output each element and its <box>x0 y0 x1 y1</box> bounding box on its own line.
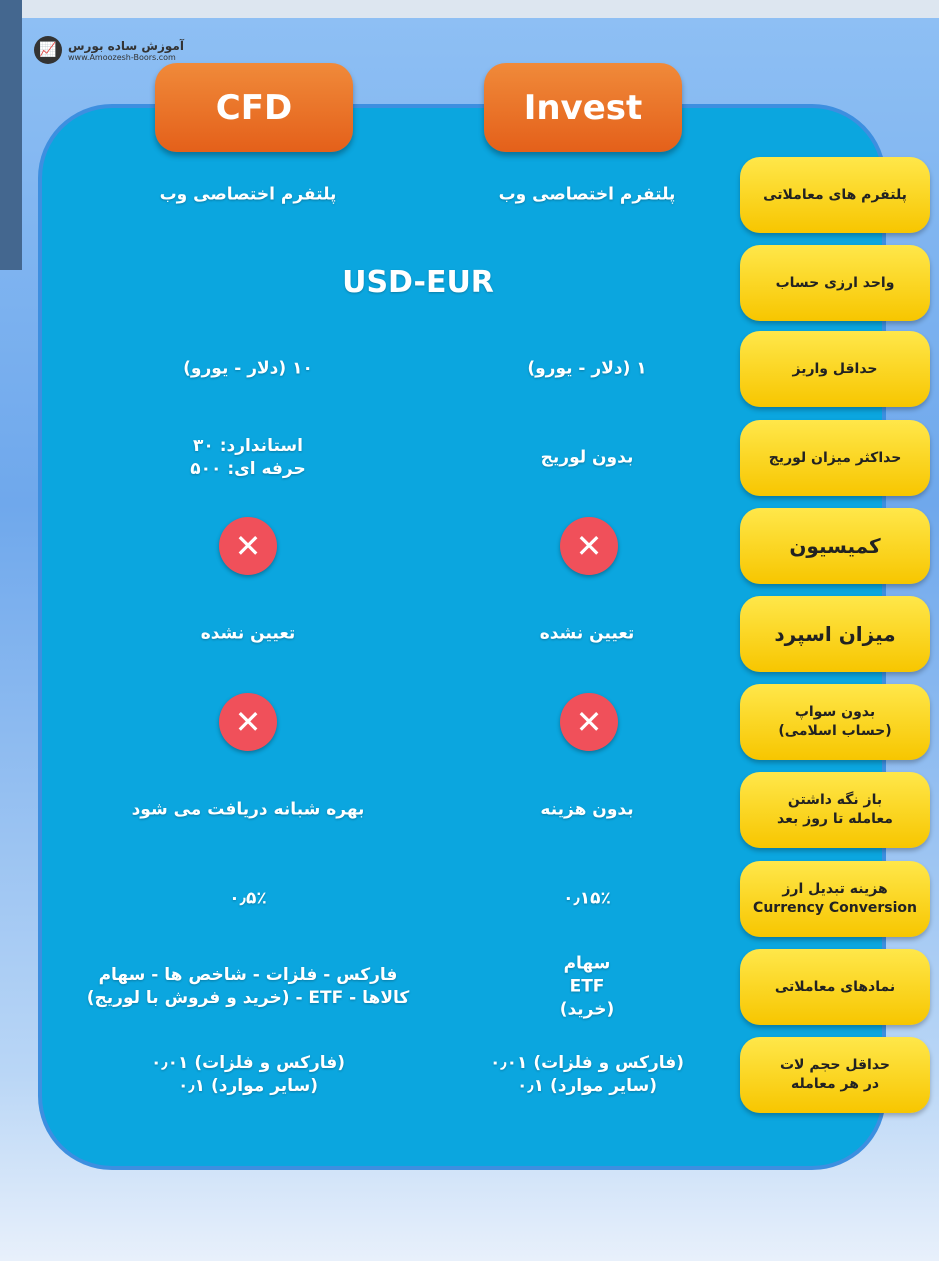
globe-chart-icon: 📈 <box>34 36 62 64</box>
row-label: حداکثر میزان لوریج <box>740 420 930 496</box>
value-invest: سهام ETF (خرید) <box>559 953 615 1020</box>
cfd-x-icon: ✕ <box>219 517 277 575</box>
row-label: واحد ارزی حساب <box>740 245 930 321</box>
value-invest: تعیین نشده <box>539 623 635 644</box>
row-label: نمادهای معاملاتی <box>740 949 930 1025</box>
value-invest: بدون هزینه <box>540 799 634 820</box>
value-cfd: ۱۰ (دلار - یورو) <box>183 358 313 379</box>
side-stripe <box>0 0 22 270</box>
row-label: حداقل واریز <box>740 331 930 407</box>
value-invest: بدون لوریج <box>540 447 634 468</box>
value-cfd: پلتفرم اختصاصی وب <box>159 184 337 205</box>
logo-name: آموزش ساده بورس <box>68 38 184 53</box>
row-label: پلتفرم های معاملاتی <box>740 157 930 233</box>
row-label: حداقل حجم لات در هر معامله <box>740 1037 930 1113</box>
header-cfd: CFD <box>155 63 353 152</box>
value-invest: (فارکس و فلزات) ۰٫۰۱ (سایر موارد) ۰٫۱ <box>489 1053 685 1096</box>
invest-x-icon: ✕ <box>560 693 618 751</box>
value-cfd: فارکس - فلزات - شاخص ها - سهام کالاها - ETF - (خرید و فروش با لوریج) <box>86 965 410 1008</box>
value-cfd: تعیین نشده <box>200 623 296 644</box>
value-cfd: (فارکس و فلزات) ۰٫۰۱ (سایر موارد) ۰٫۱ <box>150 1053 346 1096</box>
value-cfd: استاندارد: ۳۰ حرفه ای: ۵۰۰ <box>190 436 306 479</box>
row-label: بدون سواپ (حساب اسلامی) <box>740 684 930 760</box>
cfd-x-icon: ✕ <box>219 693 277 751</box>
value-cfd: ۰٫۵٪ <box>229 888 267 909</box>
logo-url: www.Amoozesh-Boors.com <box>68 52 176 62</box>
header-invest: Invest <box>484 63 682 152</box>
logo <box>34 36 184 64</box>
value-invest: ۱ (دلار - یورو) <box>527 358 647 379</box>
row-label: باز نگه داشتن معامله تا روز بعد <box>740 772 930 848</box>
row-label: میزان اسپرد <box>740 596 930 672</box>
invest-x-icon: ✕ <box>560 517 618 575</box>
value-both: USD-EUR <box>342 264 494 300</box>
row-label: هزینه تبدیل ارز Currency Conversion <box>740 861 930 937</box>
row-label: کمیسیون <box>740 508 930 584</box>
value-invest: ۰٫۱۵٪ <box>563 888 611 909</box>
top-band <box>0 0 939 18</box>
value-invest: پلتفرم اختصاصی وب <box>498 184 676 205</box>
value-cfd: بهره شبانه دریافت می شود <box>131 799 365 820</box>
